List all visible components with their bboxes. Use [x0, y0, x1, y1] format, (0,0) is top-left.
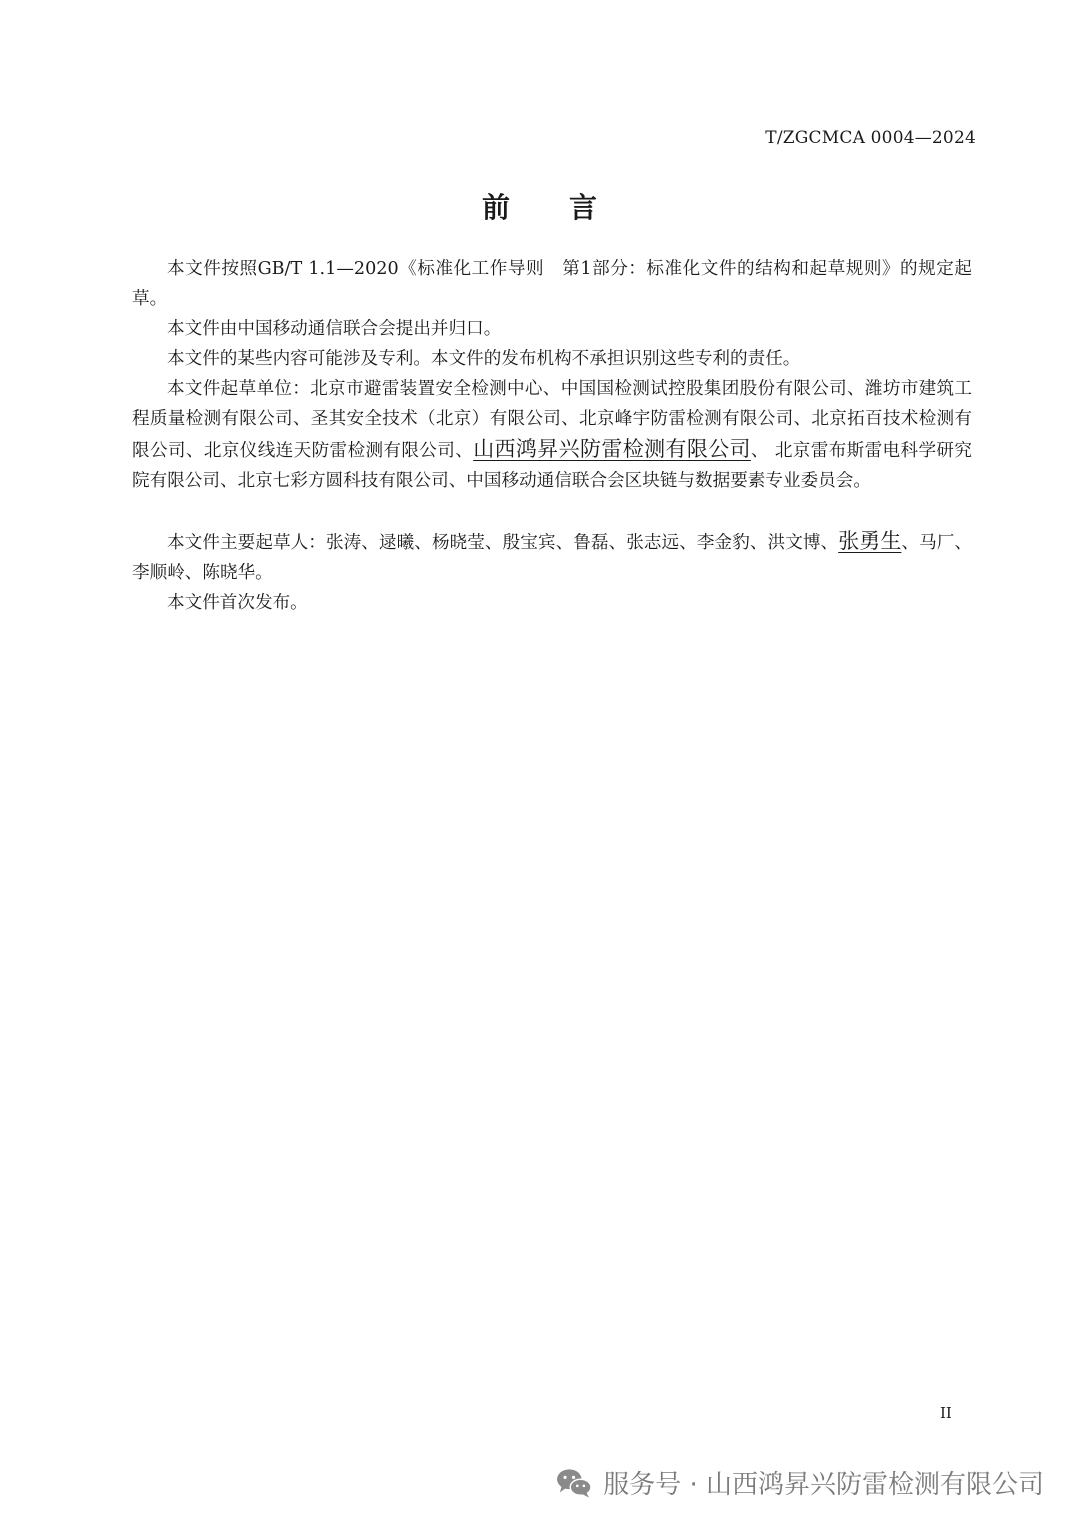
drafters-text-2: 、马厂、李顺岭、陈晓华。: [132, 533, 972, 583]
drafting-units-text-2: 、 北京雷布斯雷电科学研究院有限公司、北京七彩方圆科技有限公司、中国移动通信联合会区块链与数据要素专业委员会。: [132, 441, 972, 491]
paragraph-drafting-units: [132, 374, 972, 496]
title-char-1: 前: [481, 191, 511, 224]
highlighted-company: 山西鸿昇兴防雷检测有限公司: [473, 437, 751, 461]
page-number: II: [940, 1404, 952, 1422]
document-body: [132, 254, 972, 618]
paragraph-drafters: [132, 526, 972, 588]
highlighted-drafter: 张勇生: [838, 529, 902, 553]
paragraph-first-release: 本文件首次发布。: [167, 593, 308, 613]
drafting-units-text-1: 本文件起草单位：北京市避雷装置安全检测中心、中国国检测试控股集团股份有限公司、潍坊市建筑工程质量检测有限公司、圣其安全技术（北京）有限公司、北京峰宇防雷检测有限公司、北京拓百技术检测有限公司、北京仪线连天防雷检测有限公司、: [132, 379, 972, 461]
page-title: [0, 186, 1080, 226]
drafters-text-1: 本文件主要起草人：张涛、逯曦、杨晓莹、殷宝宾、鲁磊、张志远、李金豹、洪文博、: [167, 533, 839, 553]
paragraph-patent-notice: 本文件的某些内容可能涉及专利。本文件的发布机构不承担识别这些专利的责任。: [167, 349, 801, 369]
watermark-text: 服务号 · 山西鸿昇兴防雷检测有限公司: [603, 1470, 1044, 1500]
title-char-2: 言: [569, 191, 599, 224]
watermark: [555, 1464, 1044, 1501]
paragraph-proposer: 本文件由中国移动通信联合会提出并归口。: [167, 319, 502, 339]
document-code: T/ZGCMCA 0004—2024: [765, 128, 976, 148]
paragraph-drafting-basis: 本文件按照GB/T 1.1—2020《标准化工作导则 第1部分：标准化文件的结构和起草规则》的规定起草。: [132, 259, 972, 309]
wechat-icon: [555, 1467, 593, 1499]
